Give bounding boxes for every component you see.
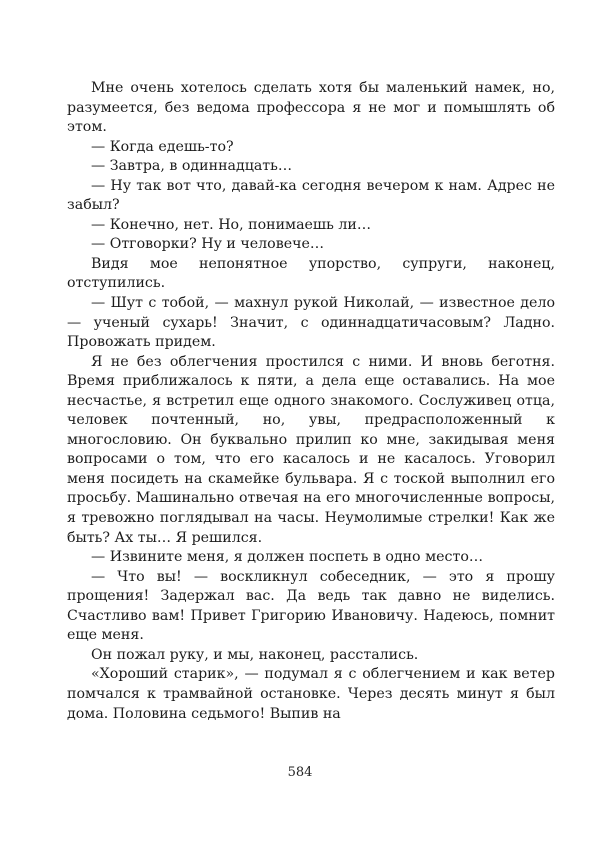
paragraph: — Когда едешь-то? bbox=[91, 138, 234, 155]
paragraph: — Конечно, нет. Но, понимаешь ли… bbox=[91, 216, 372, 233]
paragraph: — Что вы! — воскликнул собеседник, — это я прошу прощения! Задержал вас. Да ведь так давно не виделись. Счастливо вам! Привет Григорию Ивановичу. Надеюсь, помнит еще меня. bbox=[67, 568, 555, 644]
paragraph: — Отговорки? Ну и человече… bbox=[91, 236, 325, 253]
page-text bbox=[67, 79, 555, 724]
paragraph: — Завтра, в одиннадцать… bbox=[91, 158, 293, 175]
paragraph: — Извините меня, я должен поспеть в одно место… bbox=[91, 549, 484, 566]
page-number: 584 bbox=[287, 765, 313, 780]
paragraph: — Ну так вот что, давай-ка сегодня вечером к нам. Адрес не забыл? bbox=[67, 177, 555, 214]
paragraph: — Шут с тобой, — махнул рукой Николай, — известное дело — ученый сухарь! Значит, с одиннадцатичасовым? Ладно. Провожать придем. bbox=[67, 295, 555, 351]
paragraph: Видя мое непонятное упорство, супруги, наконец, отступились. bbox=[67, 255, 555, 292]
paragraph: Мне очень хотелось сделать хотя бы маленький намек, но, разумеется, без ведома профессора я не мог и помышлять об этом. bbox=[67, 80, 555, 136]
paragraph: Он пожал руку, и мы, наконец, расстались. bbox=[91, 646, 419, 663]
paragraph: Я не без облегчения простился с ними. И вновь беготня. Время приближалось к пяти, а дела еще оставались. На мое несчастье, я встретил еще одного знакомого. Сослуживец отца, человек почтенный, но, увы, предрасположенный к многословию. Он буквально прилип ко мне, закидывая меня вопросами о том, что его касалось и не касалось. Уговорил меня посидеть на скамейке бульвара. Я с тоской выполнил его просьбу. Машинально отвечая на его многочисленные вопросы, я тревожно поглядывал на часы. Неумолимые стрелки! Как же быть? Ах ты… Я решился. bbox=[67, 353, 555, 546]
paragraph: «Хороший старик», — подумал я с облегчением и как ветер помчался к трамвайной остановке. Через десять минут я был дома. Половина седьмого! Выпив на bbox=[67, 666, 555, 722]
